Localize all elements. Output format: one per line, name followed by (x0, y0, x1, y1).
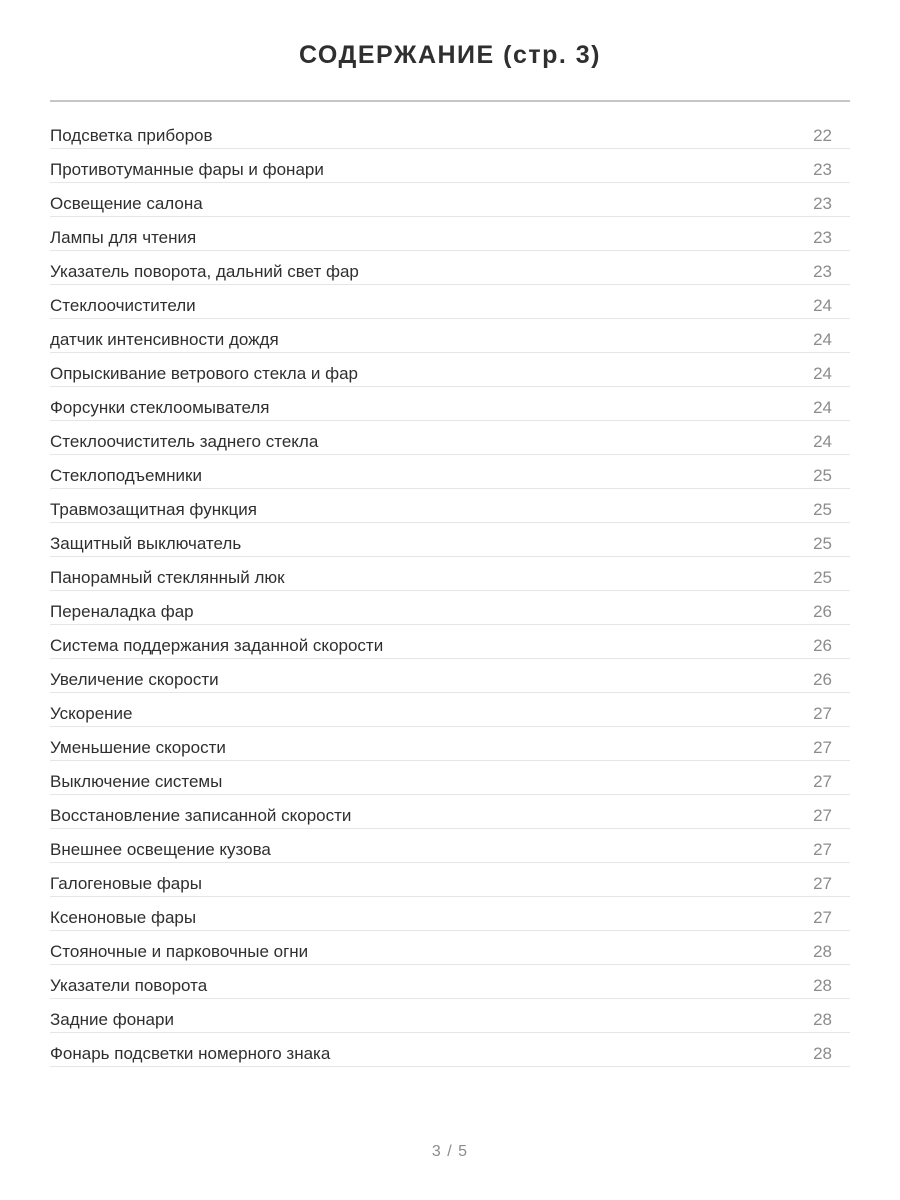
toc-entry[interactable] (50, 693, 850, 727)
toc-entry-label: Стеклоочистители (50, 296, 196, 315)
toc-entry-label: Система поддержания заданной скорости (50, 636, 384, 655)
toc-entry-page: 28 (813, 942, 832, 961)
toc-entry-label: Указатель поворота, дальний свет фар (50, 262, 359, 281)
toc-entry-label: Увеличение скорости (50, 670, 219, 689)
toc-entry[interactable] (50, 217, 850, 251)
toc-entry-label: Фонарь подсветки номерного знака (50, 1044, 331, 1063)
toc-entry-page: 24 (813, 364, 832, 383)
toc-entry-label: Внешнее освещение кузова (50, 840, 271, 859)
toc-entry-page: 27 (813, 738, 832, 757)
toc-entry-page: 24 (813, 432, 832, 451)
toc-entry-label: Переналадка фар (50, 602, 194, 621)
toc-entry-label: Противотуманные фары и фонари (50, 160, 324, 179)
toc-entry-page: 23 (813, 160, 832, 179)
toc-entry-page: 25 (813, 466, 832, 485)
toc-entry-page: 23 (813, 228, 832, 247)
toc-entry-page: 24 (813, 296, 832, 315)
toc-entry-label: Выключение системы (50, 772, 223, 791)
toc-entry-page: 25 (813, 500, 832, 519)
toc-entry-page: 22 (813, 126, 832, 145)
toc-entry-label: Задние фонари (50, 1010, 174, 1029)
toc-entry[interactable] (50, 897, 850, 931)
toc-entry-page: 28 (813, 1044, 832, 1063)
toc-entry-label: Опрыскивание ветрового стекла и фар (50, 364, 359, 383)
toc-entry[interactable] (50, 863, 850, 897)
toc-entry-label: Травмозащитная функция (50, 500, 257, 519)
toc-entry[interactable] (50, 149, 850, 183)
toc-entry-page: 26 (813, 670, 832, 689)
toc-entry[interactable] (50, 183, 850, 217)
toc-entry-page: 28 (813, 976, 832, 995)
toc-entry-label: Галогеновые фары (50, 874, 202, 893)
toc-entry-page: 25 (813, 568, 832, 587)
toc-entry[interactable] (50, 353, 850, 387)
toc-entry-page: 26 (813, 602, 832, 621)
toc-entry[interactable] (50, 523, 850, 557)
toc-entry-page: 23 (813, 262, 832, 281)
title-divider (50, 100, 850, 102)
toc-entry[interactable] (50, 727, 850, 761)
toc-entry-label: Указатели поворота (50, 976, 208, 995)
toc-entry[interactable] (50, 115, 850, 149)
toc-entry[interactable] (50, 625, 850, 659)
toc-entry-label: Уменьшение скорости (50, 738, 226, 757)
toc-entry-page: 27 (813, 772, 832, 791)
toc-entry[interactable] (50, 455, 850, 489)
toc-entry-label: Форсунки стеклоомывателя (50, 398, 270, 417)
toc-entry[interactable] (50, 557, 850, 591)
toc-entry-page: 23 (813, 194, 832, 213)
toc-entry[interactable] (50, 965, 850, 999)
toc-entry-page: 24 (813, 398, 832, 417)
toc-entry-page: 27 (813, 806, 832, 825)
toc-entry-page: 24 (813, 330, 832, 349)
toc-entry[interactable] (50, 387, 850, 421)
toc-entry[interactable] (50, 319, 850, 353)
toc-entry-page: 25 (813, 534, 832, 553)
toc-entry-page: 27 (813, 874, 832, 893)
toc-entry-label: Освещение салона (50, 194, 203, 213)
toc-entry-label: Защитный выключатель (50, 534, 242, 553)
toc-entry-page: 27 (813, 908, 832, 927)
toc-entry-label: Панорамный стеклянный люк (50, 568, 285, 587)
toc-entry[interactable] (50, 489, 850, 523)
toc-entry-label: датчик интенсивности дождя (50, 330, 279, 349)
toc-entry[interactable] (50, 251, 850, 285)
toc-entry[interactable] (50, 1033, 850, 1067)
toc-entry-label: Подсветка приборов (50, 126, 213, 145)
toc-entry-label: Ускорение (50, 704, 133, 723)
toc-entry-page: 27 (813, 704, 832, 723)
toc-list (50, 115, 850, 1067)
toc-entry-label: Стеклоподъемники (50, 466, 202, 485)
toc-entry-label: Стеклоочиститель заднего стекла (50, 432, 319, 451)
toc-entry-label: Восстановление записанной скорости (50, 806, 352, 825)
toc-entry[interactable] (50, 999, 850, 1033)
toc-entry-page: 27 (813, 840, 832, 859)
toc-entry-label: Стояночные и парковочные огни (50, 942, 309, 961)
toc-entry-page: 28 (813, 1010, 832, 1029)
toc-entry-label: Лампы для чтения (50, 228, 197, 247)
toc-entry-page: 26 (813, 636, 832, 655)
toc-entry[interactable] (50, 931, 850, 965)
toc-entry[interactable] (50, 591, 850, 625)
toc-entry[interactable] (50, 761, 850, 795)
toc-entry[interactable] (50, 829, 850, 863)
toc-entry[interactable] (50, 659, 850, 693)
toc-entry[interactable] (50, 795, 850, 829)
page-title: СОДЕРЖАНИЕ (стр. 3) (298, 41, 602, 69)
page-indicator: 3 / 5 (431, 1143, 469, 1160)
toc-entry[interactable] (50, 421, 850, 455)
toc-entry-label: Ксеноновые фары (50, 908, 197, 927)
toc-entry[interactable] (50, 285, 850, 319)
